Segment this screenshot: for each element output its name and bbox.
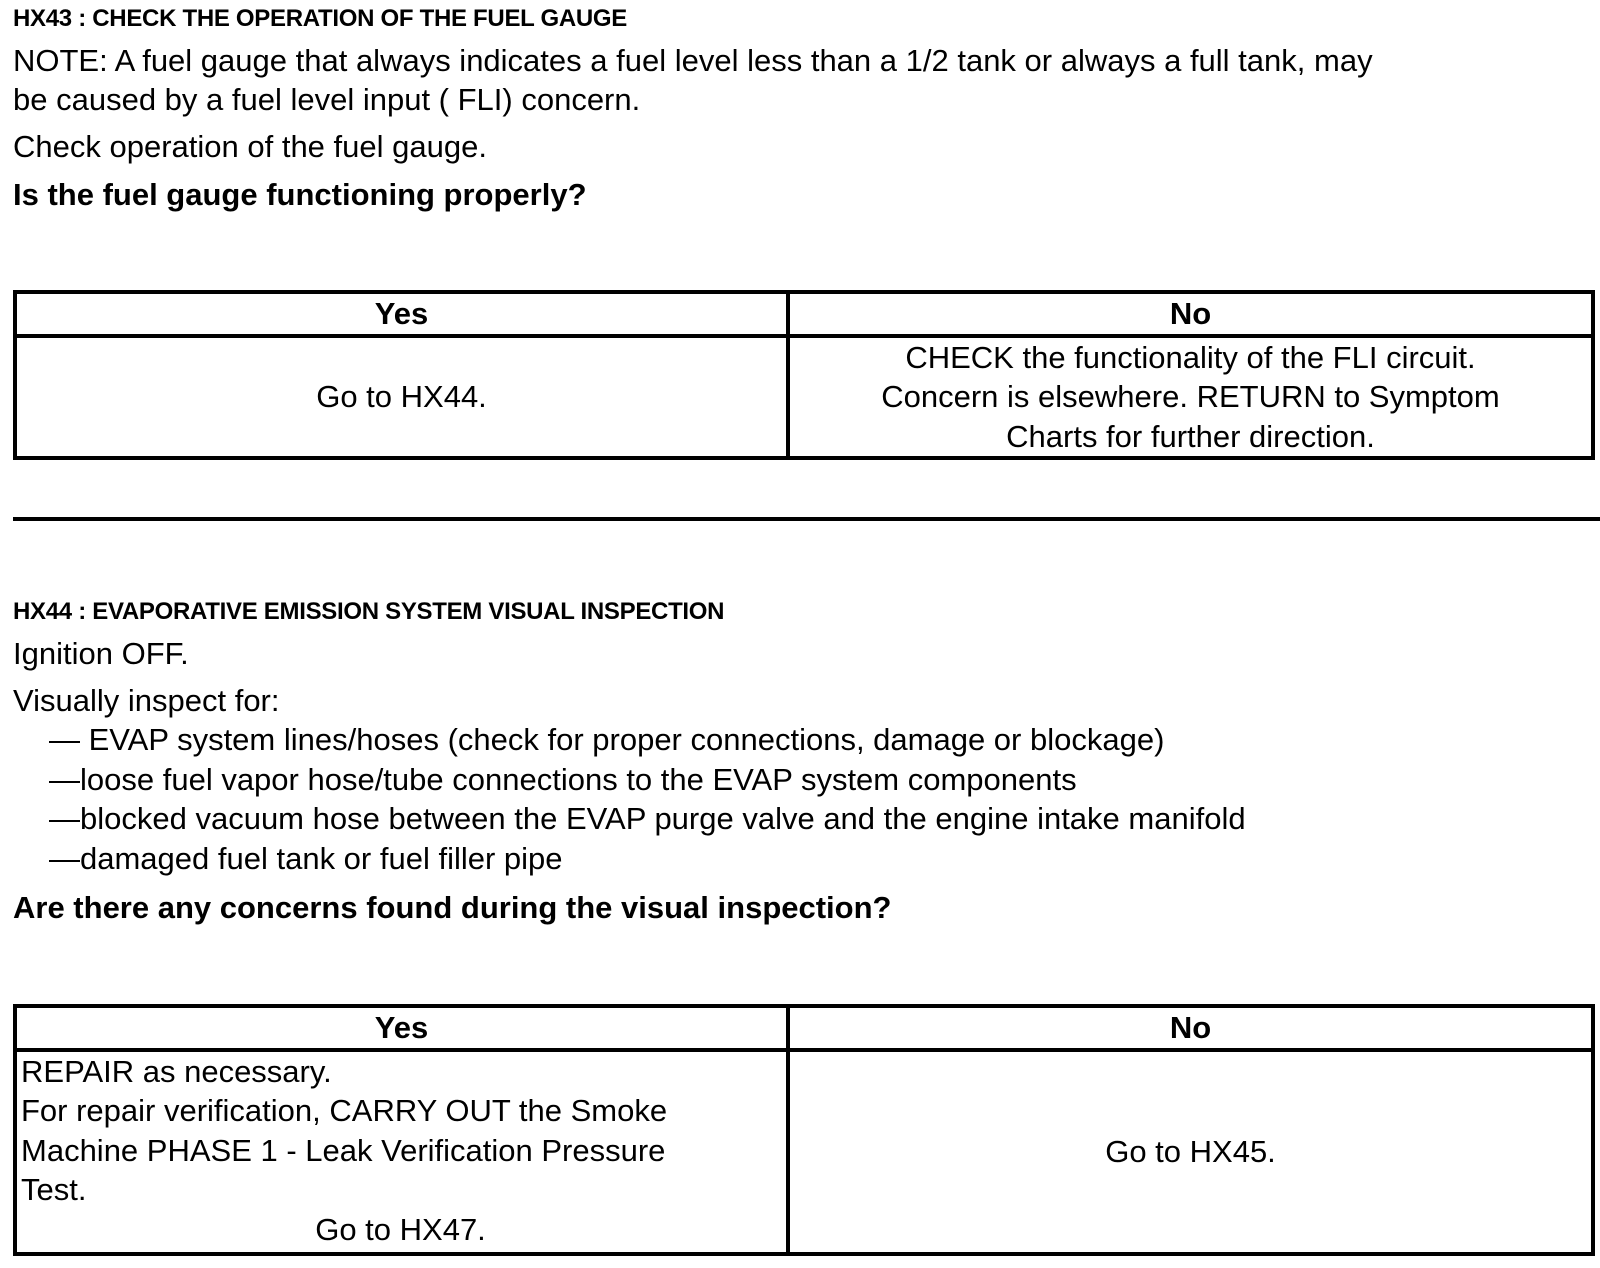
hx44-instruction: Ignition OFF. <box>13 636 189 671</box>
list-item: —blocked vacuum hose between the EVAP purge valve and the engine intake manifold <box>49 801 1246 836</box>
no-action-cell <box>788 336 1593 459</box>
yes-action-line: Test. <box>21 1172 87 1207</box>
hx44-section <box>13 597 1590 927</box>
hx43-instruction: Check operation of the fuel gauge. <box>13 129 487 164</box>
table-header-row <box>15 1006 1593 1050</box>
hx43-note <box>13 41 1590 119</box>
hx43-note-line: be caused by a fuel level input ( FLI) concern. <box>13 82 641 117</box>
hx44-instruction: Visually inspect for: <box>13 683 280 718</box>
inspection-list <box>13 720 1590 878</box>
hx43-section <box>13 4 1590 214</box>
hx43-question: Is the fuel gauge functioning properly? <box>13 177 587 212</box>
yes-action-line: REPAIR as necessary. <box>21 1053 332 1089</box>
yes-action-cell <box>15 1050 788 1254</box>
hx43-decision-table <box>13 290 1595 460</box>
no-header: No <box>788 292 1593 336</box>
hx44-decision-table <box>13 1004 1595 1256</box>
table-row <box>15 336 1593 459</box>
yes-header: Yes <box>15 292 788 336</box>
hx44-title: HX44 : EVAPORATIVE EMISSION SYSTEM VISUAL INSPECTION <box>13 598 725 625</box>
section-divider <box>13 517 1600 521</box>
yes-goto-line: Go to HX47. <box>315 1211 486 1247</box>
table-row <box>15 1050 1593 1254</box>
yes-action-line: Machine PHASE 1 - Leak Verification Pressure <box>21 1132 666 1168</box>
yes-action-cell: Go to HX44. <box>15 336 788 459</box>
no-header: No <box>788 1006 1593 1050</box>
table-header-row <box>15 292 1593 336</box>
yes-header: Yes <box>15 1006 788 1050</box>
list-item: —loose fuel vapor hose/tube connections to the EVAP system components <box>49 761 1077 797</box>
no-action-line: Concern is elsewhere. RETURN to Symptom <box>881 379 1500 414</box>
hx44-question: Are there any concerns found during the visual inspection? <box>13 890 892 925</box>
hx43-title: HX43 : CHECK THE OPERATION OF THE FUEL GAUGE <box>13 5 627 32</box>
list-item: —damaged fuel tank or fuel filler pipe <box>49 840 563 876</box>
no-action-line: CHECK the functionality of the FLI circuit. <box>905 339 1476 375</box>
hx43-note-line: NOTE: A fuel gauge that always indicates a fuel level less than a 1/2 tank or always a full tank, may <box>13 43 1373 78</box>
no-action-cell: Go to HX45. <box>788 1050 1593 1254</box>
list-item: — EVAP system lines/hoses (check for proper connections, damage or blockage) <box>49 722 1165 757</box>
yes-action-line: For repair verification, CARRY OUT the Smoke <box>21 1093 668 1128</box>
no-action-line: Charts for further direction. <box>1006 418 1375 454</box>
